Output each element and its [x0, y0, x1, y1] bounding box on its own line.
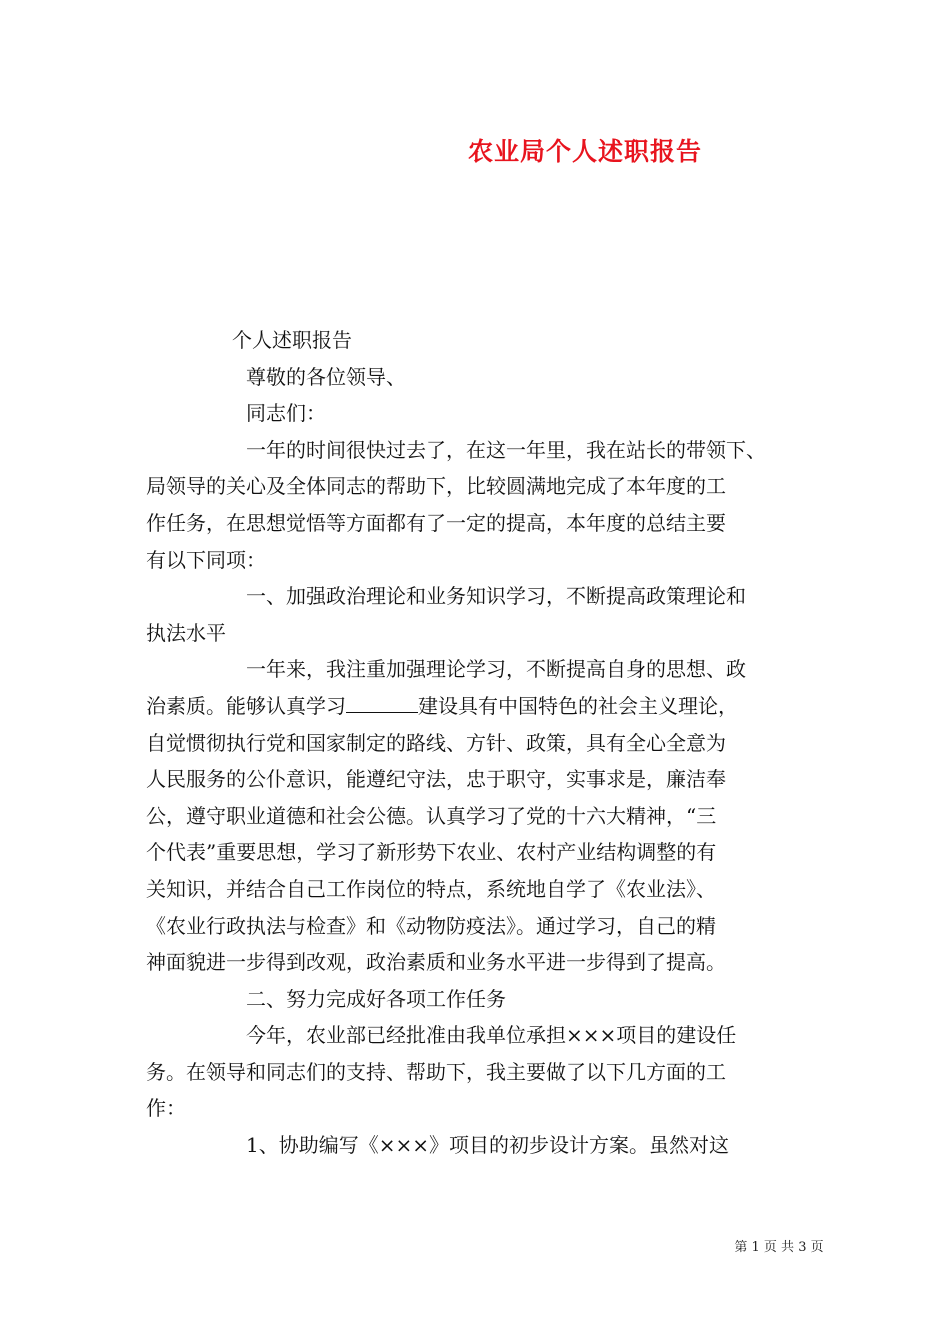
- paragraph-line: 作：: [146, 1096, 186, 1121]
- paragraph-line: 局领导的关心及全体同志的帮助下，比较圆满地完成了本年度的工: [146, 474, 726, 499]
- paragraph-line: 个代表”重要思想，学习了新形势下农业、农村产业结构调整的有: [146, 840, 717, 865]
- paragraph-line: 一年来，我注重加强理论学习，不断提高自身的思想、政: [246, 657, 746, 682]
- document-body: [146, 322, 806, 1164]
- paragraph-line: 一年的时间很快过去了，在这一年里，我在站长的带领下、: [246, 437, 766, 462]
- paragraph-line: 神面貌进一步得到改观，政治素质和业务水平进一步得到了提高。: [146, 950, 726, 975]
- report-label: 个人述职报告: [232, 328, 352, 352]
- paragraph-line: 自觉惯彻执行党和国家制定的路线、方针、政策，具有全心全意为: [146, 730, 726, 755]
- paragraph-line: 有以下同项：: [146, 547, 266, 572]
- paragraph-line: 人民服务的公仆意识，能遵纪守法，忠于职守，实事求是，廉洁奉: [146, 767, 726, 792]
- paragraph-text: 治素质。能够认真学习: [146, 693, 346, 718]
- paragraph-line: 作任务，在思想觉悟等方面都有了一定的提高，本年度的总结主要: [146, 510, 726, 535]
- paragraph-line: [146, 688, 806, 725]
- page-number: 第 1 页 共 3 页: [734, 1240, 824, 1255]
- fill-in-blank: [346, 692, 418, 713]
- paragraph-line: 公，遵守职业道德和社会公德。认真学习了党的十六大精神，“三: [146, 803, 717, 828]
- paragraph-line: 务。在领导和同志们的支持、帮助下，我主要做了以下几方面的工: [146, 1059, 726, 1084]
- section-heading: 一、加强政治理论和业务知识学习，不断提高政策理论和: [246, 584, 746, 609]
- paragraph-line: 今年，农业部已经批准由我单位承担×××项目的建设任: [246, 1023, 737, 1048]
- paragraph-line: 《农业行政执法与检查》和《动物防疫法》。通过学习，自己的精: [146, 913, 716, 938]
- section-heading: 执法水平: [146, 620, 226, 645]
- paragraph-text: 建设具有中国特色的社会主义理论，: [418, 693, 738, 718]
- page-title: 农业局个人述职报告: [467, 137, 702, 166]
- salutation-line-2: 同志们：: [246, 401, 326, 426]
- paragraph-line: 关知识，并结合自己工作岗位的特点，系统地自学了《农业法》、: [146, 876, 716, 901]
- salutation-line-1: 尊敬的各位领导、: [246, 364, 406, 389]
- paragraph-line: 1、协助编写《×××》项目的初步设计方案。虽然对这: [246, 1133, 729, 1158]
- section-heading: 二、努力完成好各项工作任务: [246, 986, 506, 1011]
